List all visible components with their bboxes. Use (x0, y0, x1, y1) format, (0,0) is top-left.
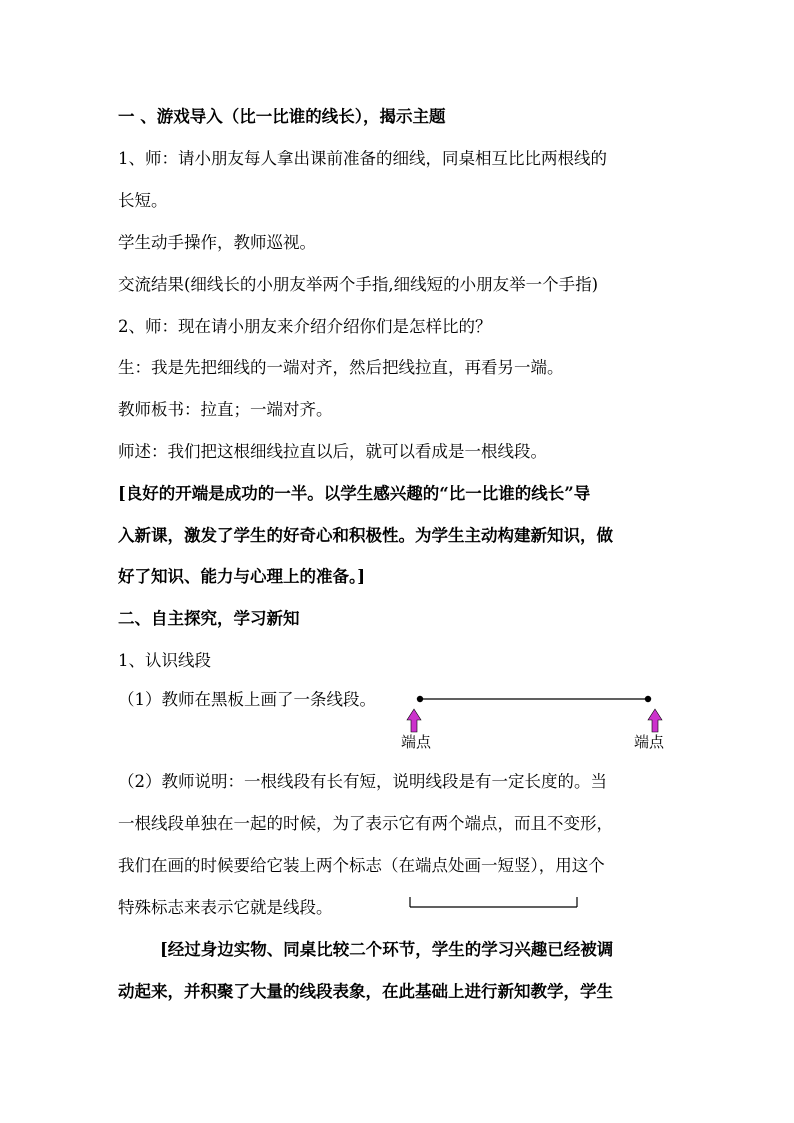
paragraph-line: 2、师：现在请小朋友来介绍介绍你们是怎样比的？ (118, 317, 492, 336)
paragraph-line: 交流结果(细线长的小朋友举两个手指,细线短的小朋友举一个手指) (118, 275, 599, 294)
commentary-line: 动起来，并积聚了大量的线段表象，在此基础上进行新知教学，学生 (118, 982, 613, 1001)
commentary-line: [良好的开端是成功的一半。以学生感兴趣的“比一比谁的线长”导 (118, 484, 591, 503)
paragraph-line: （1）教师在黑板上画了一条线段。 (118, 690, 376, 709)
commentary-line: [经过身边实物、同桌比较二个环节，学生的学习兴趣已经被调 (160, 940, 614, 959)
endpoint-dot-left (417, 696, 423, 702)
paragraph-line: 1、师：请小朋友每人拿出课前准备的细线，同桌相互比比两根线的 (118, 149, 607, 168)
endpoint-label-right: 端点 (634, 733, 665, 751)
endpoint-dot-right (645, 696, 651, 702)
commentary-line: 入新课，激发了学生的好奇心和积极性。为学生主动构建新知识，做 (118, 526, 613, 545)
paragraph-line: 长短。 (118, 191, 168, 210)
paragraph-line: （2）教师说明：一根线段有长有短，说明线段是有一定长度的。当 (118, 772, 607, 791)
paragraph-line: 学生动手操作，教师巡视。 (118, 233, 316, 252)
section2-heading: 二、自主探究，学习新知 (118, 609, 300, 628)
paragraph-line: 教师板书：拉直；一端对齐。 (118, 400, 333, 419)
arrow-up-icon (648, 709, 662, 732)
paragraph-line: 师述：我们把这根细线拉直以后，就可以看成是一根线段。 (118, 442, 547, 461)
paragraph-line: 一根线段单独在一起的时候，为了表示它有两个端点，而且不变形， (118, 814, 613, 833)
commentary-line: 好了知识、能力与心理上的准备。] (118, 567, 366, 586)
paragraph-line: 我们在画的时候要给它装上两个标志（在端点处画一短竖），用这个 (118, 856, 605, 875)
paragraph-line: 生：我是先把细线的一端对齐，然后把线拉直，再看另一端。 (118, 358, 564, 377)
endpoint-label-left: 端点 (401, 733, 432, 751)
subheading: 1、认识线段 (118, 651, 211, 670)
arrow-up-icon (407, 709, 421, 732)
paragraph-line: 特殊标志来表示它就是线段。 (118, 898, 333, 917)
section1-heading: 一 、游戏导入（比一比谁的线长），揭示主题 (118, 107, 446, 126)
